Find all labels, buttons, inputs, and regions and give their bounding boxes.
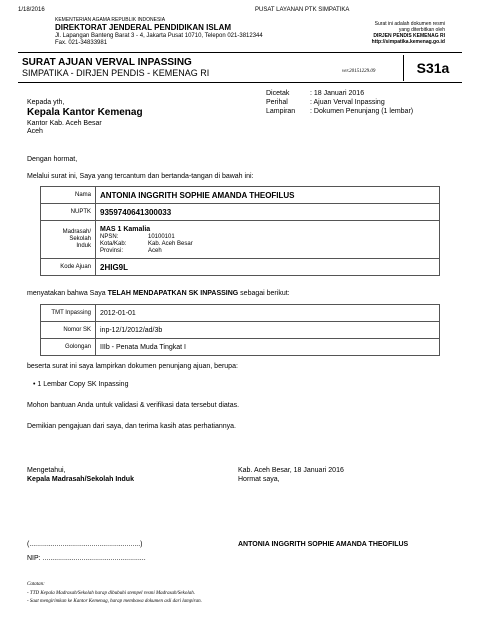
kota-value: Kab. Aceh Besar bbox=[148, 240, 193, 247]
tmt-value: 2012-01-01 bbox=[96, 305, 440, 322]
closing-text: Demikian pengajuan dari saya, dan terima kasih atas perhatiannya. bbox=[27, 423, 236, 430]
npsn-value: 10100101 bbox=[148, 233, 175, 240]
greeting: Dengan hormat, bbox=[27, 156, 78, 163]
kode-value: 2HIG9L bbox=[96, 259, 440, 276]
recipient-region: Aceh bbox=[27, 128, 43, 135]
note-line-1: Surat ini adalah dokumen resmi bbox=[374, 21, 445, 27]
nomor-label: Nomor SK bbox=[41, 322, 96, 339]
address: Jl. Lapangan Banteng Barat 3 - 4, Jakarta Pusat 10710, Telepon 021-3812344 bbox=[55, 33, 263, 39]
kepala-signature-line: (.........................................................) bbox=[27, 541, 143, 548]
attachment-item-label: 1 Lembar Copy SK Inpassing bbox=[37, 381, 129, 388]
statement-pre: menyatakan bahwa Saya bbox=[27, 290, 108, 297]
identity-table bbox=[40, 186, 440, 276]
golongan-value: IIIb - Penata Muda Tingkat I bbox=[96, 339, 440, 356]
table-row bbox=[41, 322, 440, 339]
kepada-label: Kepada yth, bbox=[27, 99, 65, 106]
nomor-value: inp-12/1/2012/ad/3b bbox=[96, 322, 440, 339]
version: ver.20151229.09 bbox=[342, 69, 376, 74]
kepala-madrasah-label: Kepala Madrasah/Sekolah Induk bbox=[27, 476, 134, 483]
madrasah-label bbox=[41, 221, 96, 259]
kementerian-name: KEMENTERIAN AGAMA REPUBLIK INDONESIA bbox=[55, 17, 166, 23]
intro-text: Melalui surat ini, Saya yang tercantum dan bertanda-tangan di bawah ini: bbox=[27, 173, 254, 180]
header-divider bbox=[18, 52, 462, 53]
perihal-value: : Ajuan Verval Inpassing bbox=[310, 99, 385, 106]
provinsi-label: Provinsi: bbox=[100, 247, 124, 254]
note-line-3: DIRJEN PENDIS KEMENAG RI bbox=[373, 33, 445, 39]
madrasah-label-3: Induk bbox=[76, 243, 91, 249]
nama-value: ANTONIA INGGRITH SOPHIE AMANDA THEOFILUS bbox=[96, 187, 440, 204]
note-1: - TTD Kepala Madrasah/Sekolah harap dibubuhi stempel resmi Madrasah/Sekolah. bbox=[27, 591, 196, 596]
place-date: Kab. Aceh Besar, 18 Januari 2016 bbox=[238, 467, 344, 474]
dicetak-value: : 18 Januari 2016 bbox=[310, 90, 365, 97]
nama-label: Nama bbox=[41, 187, 96, 204]
form-code: S31a bbox=[403, 55, 462, 81]
kode-label: Kode Ajuan bbox=[41, 259, 96, 276]
table-row bbox=[41, 339, 440, 356]
hormat-saya: Hormat saya, bbox=[238, 476, 280, 483]
center-title: PUSAT LAYANAN PTK SIMPATIKA bbox=[255, 7, 350, 13]
kota-label: Kota/Kab: bbox=[100, 240, 127, 247]
letter-subtitle: SIMPATIKA - DIRJEN PENDIS - KEMENAG RI bbox=[22, 68, 210, 78]
bullet-icon: • bbox=[33, 381, 38, 388]
provinsi-value: Aceh bbox=[148, 247, 162, 254]
fax: Fax. 021-34833981 bbox=[55, 40, 108, 46]
madrasah-label-1: Madrasah/ bbox=[62, 229, 91, 235]
title-bar bbox=[18, 55, 462, 81]
table-row bbox=[41, 221, 440, 259]
dicetak-label: Dicetak bbox=[266, 90, 290, 97]
perihal-label: Perihal bbox=[266, 99, 288, 106]
attachment-list-item bbox=[33, 381, 128, 389]
tmt-label: TMT Inpassing bbox=[41, 305, 96, 322]
applicant-name: ANTONIA INGGRITH SOPHIE AMANDA THEOFILUS bbox=[238, 541, 409, 548]
sk-table bbox=[40, 304, 440, 356]
request-text: Mohon bantuan Anda untuk validasi & verifikasi data tersebut diatas. bbox=[27, 402, 240, 409]
madrasah-name: MAS 1 Kamalia bbox=[100, 225, 151, 233]
table-row bbox=[41, 187, 440, 204]
nuptk-value: 9359740641300033 bbox=[96, 204, 440, 221]
madrasah-value bbox=[96, 221, 440, 259]
nuptk-label: NUPTK bbox=[41, 204, 96, 221]
table-row bbox=[41, 305, 440, 322]
lampiran-value: : Dokumen Penunjang (1 lembar) bbox=[310, 108, 414, 115]
table-row bbox=[41, 259, 440, 276]
golongan-label: Golongan bbox=[41, 339, 96, 356]
title-divider bbox=[18, 82, 462, 83]
madrasah-details bbox=[100, 234, 435, 255]
attach-intro: beserta surat ini saya lampirkan dokumen penunjang ajuan, berupa: bbox=[27, 363, 238, 370]
print-date: 1/18/2016 bbox=[18, 7, 45, 13]
recipient-office: Kantor Kab. Aceh Besar bbox=[27, 120, 102, 127]
note-line-2: yang diterbitkan oleh bbox=[398, 27, 445, 33]
table-row bbox=[41, 204, 440, 221]
lampiran-label: Lampiran bbox=[266, 108, 296, 115]
mengetahui-label: Mengetahui, bbox=[27, 467, 66, 474]
statement-post: sebagai berikut: bbox=[238, 290, 290, 297]
recipient-name: Kepala Kantor Kemenag bbox=[27, 107, 143, 118]
nip-line: NIP: ..................................................... bbox=[27, 555, 146, 562]
letter-title: SURAT AJUAN VERVAL INPASSING bbox=[22, 57, 192, 68]
website: http://simpatika.kemenag.go.id bbox=[371, 39, 445, 45]
statement-bold: TELAH MENDAPATKAN SK INPASSING bbox=[107, 290, 239, 297]
statement-text bbox=[27, 290, 290, 298]
notes-title: Catatan: bbox=[27, 582, 45, 587]
note-2: - Saat mengirimkan ke Kantor Kemenag, harap membawa dokumen asli dari lampiran. bbox=[27, 599, 202, 604]
direktorat-name: DIREKTORAT JENDERAL PENDIDIKAN ISLAM bbox=[55, 23, 232, 32]
npsn-label: NPSN: bbox=[100, 233, 119, 240]
madrasah-label-2: Sekolah bbox=[69, 236, 91, 242]
